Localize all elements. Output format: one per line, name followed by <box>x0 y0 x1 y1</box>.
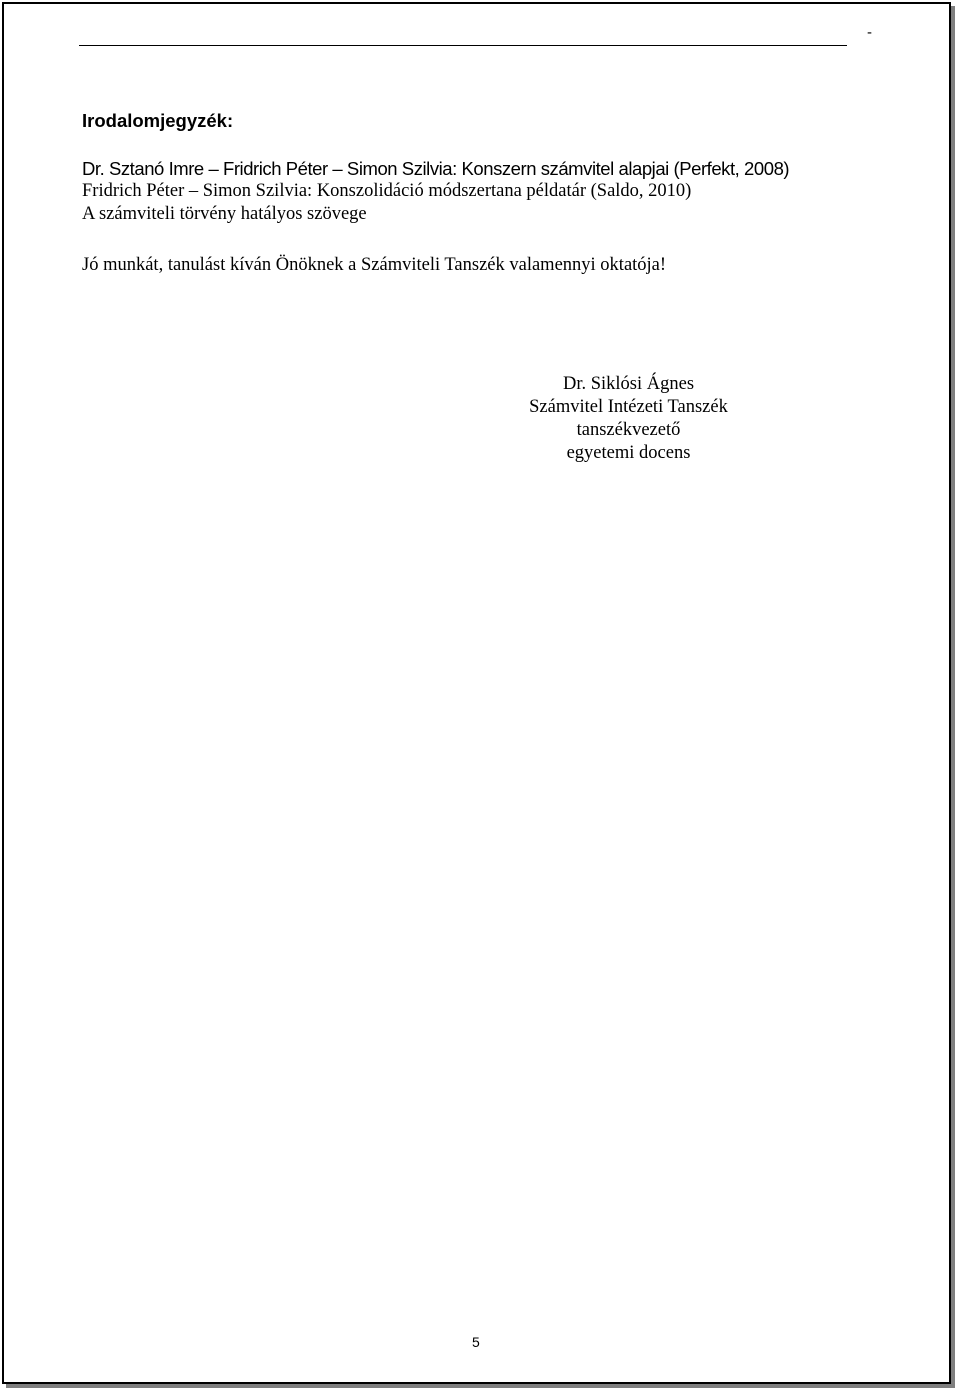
signature-name: Dr. Siklósi Ágnes <box>562 374 695 394</box>
reference-list <box>82 157 789 226</box>
bibliography-heading: Irodalomjegyzék: <box>82 110 234 131</box>
signature-role: tanszékvezető <box>576 420 681 440</box>
page-number: 5 <box>472 1334 480 1350</box>
reference-item: A számviteli törvény hatályos szövege <box>82 204 367 224</box>
signature-title: egyetemi docens <box>566 443 691 463</box>
reference-item: Dr. Sztanó Imre – Fridrich Péter – Simon Szilvia: Konszern számvitel alapjai (Perfekt, 2008) <box>82 158 790 179</box>
signature-block <box>450 373 807 465</box>
header-rule <box>79 45 847 46</box>
signature-department: Számvitel Intézeti Tanszék <box>529 397 728 417</box>
reference-item: Fridrich Péter – Simon Szilvia: Konszolidáció módszertana példatár (Saldo, 2010) <box>82 181 692 201</box>
header-mark: - <box>867 24 872 41</box>
closing-message: Jó munkát, tanulást kíván Önöknek a Számviteli Tanszék valamennyi oktatója! <box>82 255 667 275</box>
